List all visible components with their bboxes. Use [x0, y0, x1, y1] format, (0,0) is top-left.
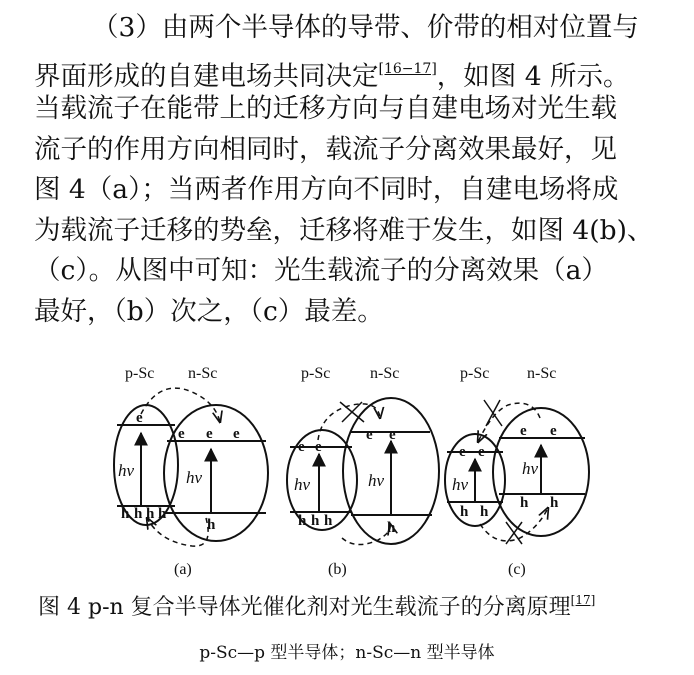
panel-b-hole-4: h: [387, 520, 396, 536]
panel-a-electron-4: e: [233, 426, 240, 442]
panel-c-hole-2: h: [480, 504, 489, 520]
panel-b-hole-1: h: [298, 513, 307, 529]
panel-c-photon-n: hv: [522, 459, 539, 478]
panel-b-hole-3: h: [324, 513, 333, 529]
panel-c-n-label: n-Sc: [527, 365, 557, 382]
para-line-1: （3）由两个半导体的导带、价带的相对位置与: [92, 12, 639, 43]
panel-a-p-label: p-Sc: [125, 365, 155, 382]
panel-b-electron-4: e: [389, 427, 396, 443]
panel-c-electron-2: e: [478, 444, 485, 460]
panel-b-n-label: n-Sc: [370, 365, 400, 382]
panel-a-n-label: n-Sc: [188, 365, 218, 382]
figure-caption-text: 图 4 p-n 复合半导体光催化剂对光生载流子的分离原理: [38, 595, 571, 620]
panel-a-hole-2: h: [134, 506, 143, 522]
panel-b-photon-p: hv: [294, 475, 311, 494]
panel-a-caption: (a): [174, 561, 192, 578]
para-line-7: （c）。从图中可知：光生载流子的分离效果（a）: [34, 255, 608, 286]
panel-a-electron-3: e: [206, 426, 213, 442]
panel-a-photon-p: hv: [118, 461, 135, 480]
panel-b-p-label: p-Sc: [301, 365, 331, 382]
figure-note: p-Sc—p 型半导体；n-Sc—n 型半导体: [199, 643, 495, 663]
figure-caption-ref[interactable]: [17]: [570, 593, 596, 607]
figure-4: [0, 350, 694, 585]
panel-a-electron-1: e: [136, 410, 143, 426]
panel-b-electron-3: e: [366, 427, 373, 443]
para-line-6: 为载流子迁移的势垒，迁移将难于发生，如图 4(b)、: [34, 214, 654, 246]
body-paragraph: [34, 8, 674, 332]
panel-b-hole-2: h: [311, 513, 320, 529]
figure-caption: [38, 590, 678, 621]
citation-ref[interactable]: [16−17]: [378, 60, 437, 77]
para-line-2: 界面形成的自建电场共同决定[16−17]，如图 4 所示。: [34, 60, 630, 92]
panel-b: [287, 365, 439, 545]
panel-c-electron-4: e: [550, 423, 557, 439]
panel-a-hole-5: h: [207, 517, 216, 533]
panel-c-electron-1: e: [459, 444, 466, 460]
panel-c-caption: (c): [508, 561, 526, 578]
panel-a-hole-3: h: [146, 506, 155, 522]
panel-a-photon-n: hv: [186, 468, 203, 487]
panel-b-caption: (b): [328, 561, 347, 578]
panel-c-photon-p: hv: [452, 475, 469, 494]
panel-b-photon-n: hv: [368, 471, 385, 490]
para-line-3: 当载流子在能带上的迁移方向与自建电场对光生载: [34, 93, 617, 124]
panel-b-electron-1: e: [298, 439, 305, 455]
para-line-5: 图 4（a）；当两者作用方向不同时，自建电场将成: [34, 174, 619, 205]
para-line-4: 流子的作用方向相同时，载流子分离效果最好，见: [34, 133, 617, 165]
panel-b-electron-2: e: [315, 439, 322, 455]
panel-c-p-label: p-Sc: [460, 365, 490, 382]
panel-c-hole-3: h: [520, 495, 529, 511]
panel-a-electron-2: e: [178, 426, 185, 442]
panel-a-hole-4: h: [158, 506, 167, 522]
panel-c-hole-4: h: [550, 495, 559, 511]
panel-c-hole-1: h: [460, 504, 469, 520]
para-line-8: 最好，（b）次之，（c）最差。: [34, 295, 384, 327]
panel-a-hole-1: h: [121, 506, 130, 522]
panel-c-electron-3: e: [520, 423, 527, 439]
